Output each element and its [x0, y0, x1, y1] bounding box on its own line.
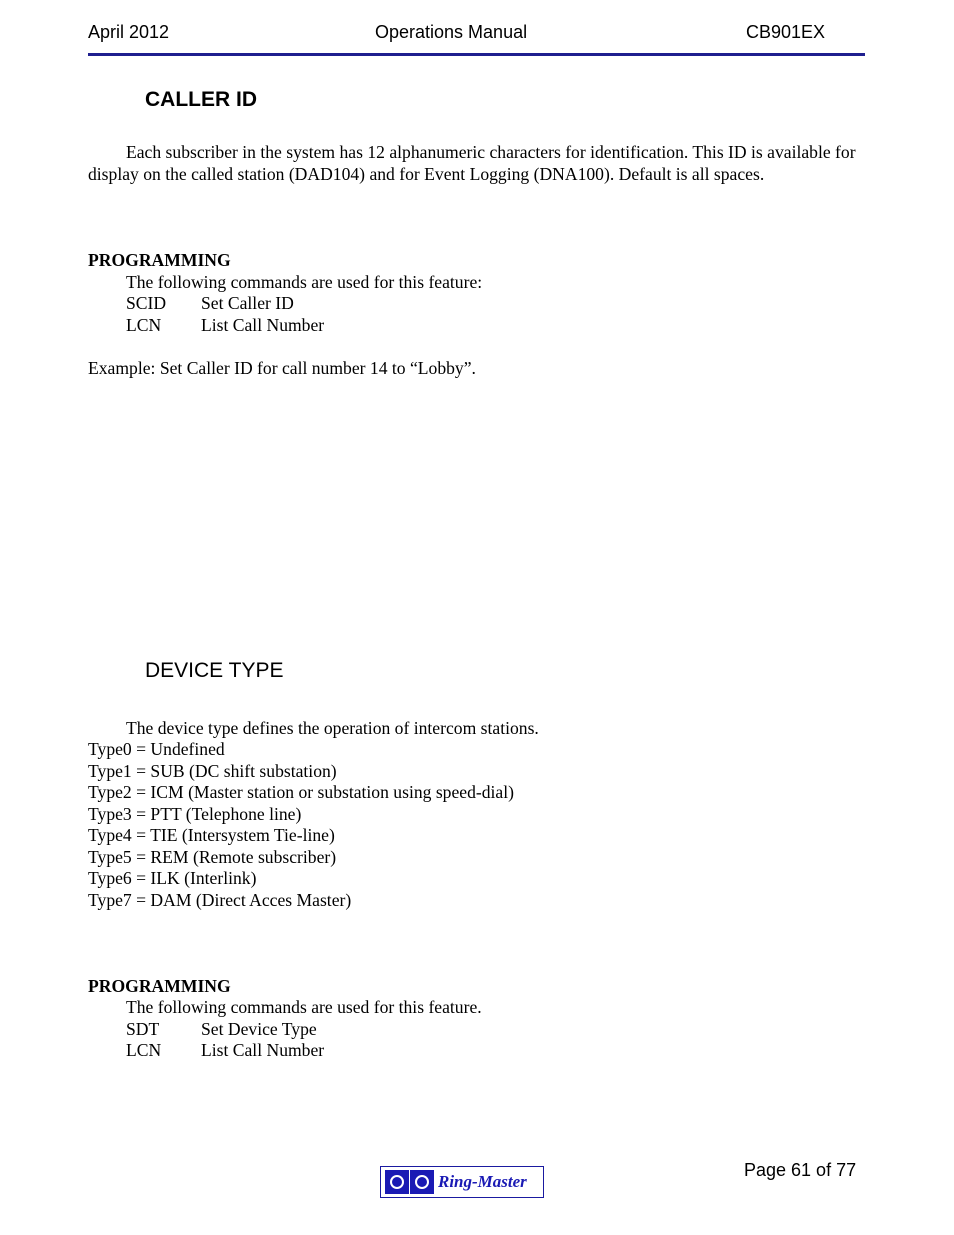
device-type-item: Type4 = TIE (Intersystem Tie-line): [88, 825, 335, 845]
command-code: LCN: [126, 315, 162, 335]
caller-id-paragraph: Each subscriber in the system has 12 alphanumeric characters for identification. This ID is available for display on the called station (DAD104) and for Event Logging (DNA100). Default is all spaces.: [88, 142, 856, 184]
header-date: April 2012: [88, 22, 170, 42]
caller-id-example: Example: Set Caller ID for call number 14 to “Lobby”.: [88, 358, 476, 378]
command-description: Set Device Type: [201, 1019, 317, 1039]
logo-ring-icon: [410, 1170, 434, 1194]
logo-text: Ring-Master: [438, 1172, 527, 1191]
command-code: LCN: [126, 1040, 162, 1060]
ring-master-logo: [380, 1166, 544, 1198]
device-type-programming-intro: The following commands are used for this feature.: [126, 997, 482, 1017]
caller-id-programming-intro: The following commands are used for this feature:: [126, 272, 483, 292]
device-type-item: Type3 = PTT (Telephone line): [88, 804, 302, 824]
device-type-heading: DEVICE TYPE: [145, 659, 284, 682]
device-type-item: Type5 = REM (Remote subscriber): [88, 847, 337, 867]
command-code: SCID: [126, 293, 167, 313]
device-type-item: Type1 = SUB (DC shift substation): [88, 761, 337, 781]
device-type-intro: The device type defines the operation of intercom stations.: [126, 718, 539, 738]
header-title: Operations Manual: [375, 22, 528, 42]
command-description: List Call Number: [201, 1040, 325, 1060]
device-type-item: Type7 = DAM (Direct Acces Master): [88, 890, 352, 910]
header-rule: [88, 53, 865, 56]
caller-id-heading: CALLER ID: [145, 88, 257, 111]
logo-ring-icon: [385, 1170, 409, 1194]
header-model: CB901EX: [746, 22, 826, 42]
command-description: Set Caller ID: [201, 293, 294, 313]
device-type-programming-heading: PROGRAMMING: [88, 976, 231, 996]
device-type-item: Type2 = ICM (Master station or substation using speed-dial): [88, 782, 514, 802]
command-code: SDT: [126, 1019, 160, 1039]
command-description: List Call Number: [201, 315, 325, 335]
page-number: Page 61 of 77: [744, 1160, 857, 1180]
device-type-item: Type6 = ILK (Interlink): [88, 868, 257, 888]
caller-id-programming-heading: PROGRAMMING: [88, 250, 231, 270]
device-type-item: Type0 = Undefined: [88, 739, 225, 759]
